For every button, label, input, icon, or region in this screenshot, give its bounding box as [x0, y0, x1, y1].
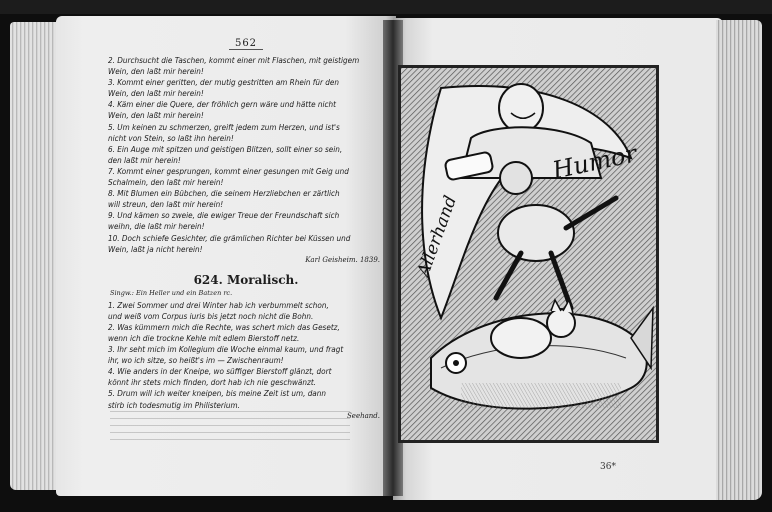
stanza-line: Schalmein, den laßt mir herein!	[108, 177, 224, 188]
stanza-line: ihr, wo ich sitze, so heißt's im — Zwischenraum!	[108, 355, 284, 366]
poem-author: Seehand.	[347, 411, 380, 420]
stanza-line: könnt ihr stets mich finden, dort hab ich nie geschwänzt.	[108, 377, 316, 388]
stanza-line: Wein, den laßt mir herein!	[108, 88, 204, 99]
stanza-line: 6. Ein Auge mit spitzen und geistigen Blitzen, sollt einer so sein,	[108, 143, 343, 154]
stanza-line: Wein, laßt ja nicht herein!	[108, 243, 203, 254]
page-number: 562	[108, 38, 384, 49]
stanza-line: will streun, den laßt mir herein!	[108, 199, 224, 210]
stanza-line: den laßt mir herein!	[108, 154, 181, 165]
right-page-edges	[716, 20, 762, 500]
illustration-artwork	[401, 68, 656, 440]
show-through-music-staff	[110, 405, 350, 445]
song-tune: Singw.: Ein Heller und ein Batzen rc.	[110, 288, 233, 297]
stanza-line: 9. Und kämen so zweie, die ewiger Treue der Freundschaft sich	[108, 210, 340, 221]
stanza-line: Wein, den laßt mir herein!	[108, 110, 204, 121]
stanza-line: weihn, die laßt mir herein!	[108, 221, 205, 232]
poem-author: Karl Geisheim. 1839.	[305, 255, 380, 264]
stanza-line: nicht von Stein, so laßt ihn herein!	[108, 132, 234, 143]
stanza-line: 4. Wie anders in der Kneipe, wo süffiger Bierstoff glänzt, dort	[108, 366, 332, 377]
stanza-line: stirb ich todesmutig im Philisterium.	[108, 399, 240, 410]
left-page-text	[108, 38, 384, 421]
stanza-line: 7. Kommt einer gesprungen, kommt einer gesungen mit Geig und	[108, 165, 349, 176]
illustration-title-word: Humor	[550, 139, 640, 185]
stanza-line: 2. Durchsucht die Taschen, kommt einer mit Flaschen, mit geistigem	[108, 55, 360, 65]
stanza-line: 5. Drum will ich weiter kneipen, bis meine Zeit ist um, dann	[108, 388, 327, 399]
background-top	[0, 0, 772, 14]
page-footer-number: 36*	[600, 462, 616, 472]
stanza-line: 3. Ihr seht mich im Kollegium die Woche einmal kaum, und fragt	[108, 344, 344, 355]
stanza-line: 8. Mit Blumen ein Bübchen, die seinem Herzliebchen er zärtlich	[108, 188, 340, 199]
stanza-line: 5. Um keinen zu schmerzen, greift jedem zum Herzen, und ist's	[108, 121, 340, 132]
stanza-line: 4. Käm einer die Quere, der fröhlich gern wäre und hätte nicht	[108, 99, 336, 110]
illustration-title-word: Allerhand	[413, 193, 462, 280]
song-title: 624. Moralisch.	[193, 272, 299, 287]
stanza-line: wenn ich die trockne Kehle mit edlem Bierstoff netz.	[108, 332, 300, 343]
stanza-line: Wein, den laßt mir herein!	[108, 66, 204, 77]
humor-illustration	[398, 65, 659, 443]
stanza-line: 3. Kommt einer geritten, der mutig gestritten am Rhein für den	[108, 77, 339, 88]
stanza-line: 10. Doch schiefe Gesichter, die grämlichen Richter bei Küssen und	[108, 232, 351, 243]
stanza-line: und weiß vom Corpus iuris bis jetzt noch nicht die Bohn.	[108, 310, 314, 321]
stanza-line: 2. Was kümmern mich die Rechte, was schert mich das Gesetz,	[108, 321, 340, 332]
stanza-line: 1. Zwei Sommer und drei Winter hab ich verbummelt schon,	[108, 299, 329, 310]
